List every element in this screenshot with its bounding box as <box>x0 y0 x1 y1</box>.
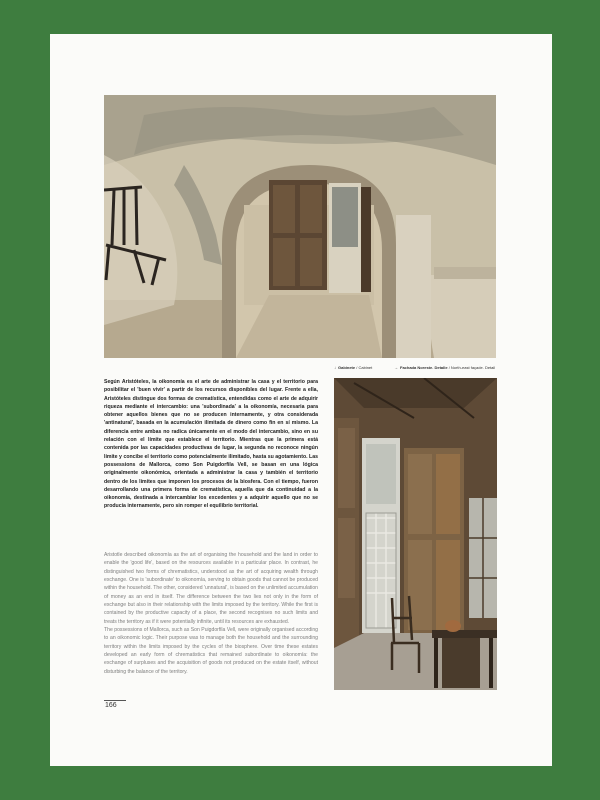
caption-facade <box>394 365 495 370</box>
book-page <box>50 34 552 766</box>
cabinet-interior-illustration <box>334 378 497 690</box>
caption-facade-es: Fachada Noreste. Detalle <box>400 365 448 370</box>
spanish-body-text <box>104 378 318 511</box>
page-number-rule <box>104 700 126 701</box>
arrow-right-icon: → <box>394 365 398 370</box>
caption-facade-en: North-east façade. Detail <box>450 365 496 370</box>
english-paragraph-1: Aristotle described oikonomía as the art of organising the household and the land in order to enable the 'good life', based on the resources available in a particular place. In contrast, he distinguished two forms of chrematistics, understood as the art of acquiring wealth through exchange. One is 'subordinate' to oikonomía, serving to obtain goods that cannot be produced within the household. The other, considered 'unnatural', is based on the unlimited accumulation of money as an end in itself. The difference between the two lies not only in the form of exchange but also in their relationship with the limits imposed by the territory. While the first is contained by the productive capacity of a place, the second recognises no such limits and treats the territory as if it were potentially infinite, until its resources are exhausted. <box>104 552 318 625</box>
vaulted-room-photo <box>104 95 496 358</box>
page-number: 166 <box>105 702 117 709</box>
arrow-down-icon: ↓ <box>334 365 336 370</box>
caption-cabinet-en: Cabinet <box>358 365 373 370</box>
caption-cabinet-sep: / <box>355 365 359 370</box>
caption-cabinet-es: Gabinete <box>338 365 356 370</box>
vaulted-room-illustration <box>104 95 496 358</box>
english-paragraph-2: The possessions of Mallorca, such as Son Puigdorfila Vell, were originally organised according to an oikonomic logic. Their purpose was to manage both the household and the surrounding territory within the limits imposed by the cycles of the biosphere. Over time these estates developed an early form of chrematistics that remained subordinate to oikonomía: the exchange of surpluses and the acquisition of goods not produced on the estate itself, without disturbing the balance of the territory. <box>104 627 318 675</box>
cabinet-interior-photo <box>334 378 497 690</box>
caption-cabinet <box>334 365 372 370</box>
caption-facade-sep: / <box>447 365 451 370</box>
english-body-text <box>104 551 318 676</box>
spanish-paragraph: Según Aristóteles, la oikonomía es el arte de administrar la casa y el territorio para posibilitar el 'buen vivir' a partir de los recursos disponibles del lugar. Frente a ella, Aristóteles distingue dos formas de crematística, entendidas como el arte de adquirir riqueza mediante el intercambio: una 'subordinada' a la oikonomía, necesaria para obtener aquellos bienes que no se producen internamente, y otra considerada 'antinatural', basada en la acumulación ilimitada de dinero como fin en sí mismo. La diferencia entre ambas no radica únicamente en el modo del intercambio, sino en su relación con el límite que establece el territorio. Mientras que la primera está contenida por las capacidades productivas de lugar, la segunda no reconoce ningún límite y concibe el territorio como potencialmente ilimitado, hasta su agotamiento. Las possessions de Mallorca, como Son Puigdorfila Vell, se basan en una lógica originalmente oikonómica, orientada a administrar la casa y también el territorio dentro de los límites que imponen los procesos de la biosfera. Con el tiempo, fueron desarrollando una primera forma de crematística, aquella que da continuidad a la oikonomía, destinada a intercambiar los excedentes y a adquirir aquello que no se producía internamente, pero sin romper el equilibrio territorial. <box>104 379 318 510</box>
